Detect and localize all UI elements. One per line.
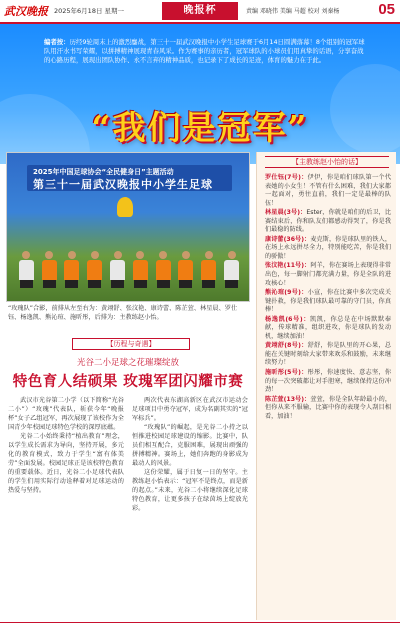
quote-text: 彤彤，你速度快、意志坚，你的每一次突破都让对手胆寒，继续保持这份冲劲！ — [265, 369, 391, 394]
quote-text: 伊伊，你是咱们球队第一个代表她的小女生！不管有什么困难，我们大家都一起面对，勇往直前，我们一定是最棒的队伍！ — [265, 174, 391, 207]
quote-text: 萱萱，你是全队年龄最小的，但你从来不服输，比赛中你的表现令人刮目相看，加油！ — [265, 395, 391, 420]
quote-entry — [265, 289, 391, 315]
hero-banner — [0, 24, 400, 164]
quote-entry — [265, 396, 391, 422]
photo-caption: “玫瑰队”合影，前排从左至右为：黄翊舒、张汶艳、康诗蕾、陈芷萱、林星晨、罗仕钰、杨逸凯、熊沁瑄、施昕彤，后排为：主教练赵小怡。 — [8, 305, 238, 321]
player-figure — [177, 251, 195, 288]
sidebar-title: 【主教练赵小怡的话】 — [265, 156, 389, 168]
quote-text: Ester，你就是咱们的后卫，比赛结束后，你和队友们都感动得哭了，你是我们最稳的防线。 — [265, 209, 392, 234]
player-name: 陈芷萱(13号)： — [265, 395, 311, 403]
quote-entry — [265, 316, 391, 342]
quote-text: 麦克斯，你是球队里的铁人，在场上永远拼尽全力，特别能吃苦，你是我们的骄傲！ — [265, 235, 391, 260]
players-group — [15, 208, 243, 288]
editor-note-tag: 编者按： — [44, 38, 70, 46]
player-name: 施昕彤(5号)： — [265, 369, 308, 377]
player-name: 康诗蕾(36号)： — [265, 235, 311, 243]
article-subtitle: 光谷二小足球之花璀璨绽放 — [76, 358, 179, 368]
quote-entry — [265, 342, 391, 368]
article-paragraph: 两次代表东湖高新区在武汉市运动会足球项目中勇夺冠军，成为名副其实的“冠军标兵”。 — [132, 397, 248, 422]
page-number: 05 — [378, 1, 395, 18]
player-name: 林星晨(3号)： — [265, 209, 307, 217]
player-figure — [131, 251, 149, 288]
page-header — [0, 0, 400, 22]
photo-banner-small-text: 2025年中国足球协会“全民健身日”主题活动 — [33, 168, 174, 176]
editor-credits: 责编 邓晓伟 美编 马超 校对 刘秦杨 — [246, 8, 340, 15]
player-name: 张汶艳(11号)： — [265, 262, 311, 270]
decor-circle — [330, 64, 400, 154]
article-paragraph: 这份荣耀，属于日复一日的坚守。主教练赵小怡表示：“冠军不是终点，而是新的起点。”未来，光谷二小将继续深化足球特色教育，让更多孩子在绿茵场上绽放光彩。 — [132, 469, 248, 512]
quote-entry — [265, 174, 391, 208]
quote-text: 舒舒，你是队里的开心果，总能在关键时刻给大家带来欢乐和鼓励，未来继续努力！ — [265, 342, 391, 367]
coach-quotes-sidebar — [256, 152, 396, 620]
quote-entry — [265, 236, 391, 262]
section-banner: 晚报杯 — [162, 2, 238, 20]
article-paragraph: 光谷二小始终秉持“植出教育”理念，以学生成长需求为导向，坚持开展，多元化的教育模式，致力于学生“富有体美劳”全面发展。校园足球正是该校特色教育的重要载体。近日，光谷二小足球代表队的学生们用实际行动诠释着对足球运动的热爱与坚持。 — [8, 433, 124, 494]
issue-date: 2025年6月18日 星期一 — [54, 7, 125, 15]
article-column-right — [132, 396, 248, 513]
player-name: 熊沁瑄(9号)： — [265, 289, 308, 297]
sidebar-body — [265, 174, 391, 422]
quote-entry — [265, 209, 391, 235]
editor-note-text: 历经9轮周末上的激烈鏖战，第三十一届武汉晚报中小学生足球赛于6月14日圆满落幕！8个组别的冠军球队用汗水书写荣耀，以拼搏精神展现青春风采。作为赛事的亲历者，冠军球队的小球员们用真挚的话语，分享奋战的心路历程，展现出团队协作、永不言弃的精神品质，也记录下了成长的足迹，体育的魅力在于此。 — [44, 38, 365, 65]
player-name: 杨逸凯(6号)： — [265, 315, 311, 323]
bottom-divider — [0, 622, 400, 623]
player-name: 黄翊舒(8号)： — [265, 342, 308, 350]
article-paragraph: 武汉市光谷第二小学（以下简称“光谷二小”）“玫瑰”代表队，斩获今年“晚报杯”女子乙组冠军，再次展现了该校作为全国青少年校园足球特色学校的深厚底蕴。 — [8, 397, 124, 431]
quote-text: 阿羊，你在赛场上表现得非常出色，每一脚射门都充满力量，你是全队的进攻核心！ — [265, 262, 391, 287]
article-column-left — [8, 396, 124, 495]
masthead-logo: 武汉晚报 — [4, 5, 48, 18]
article-paragraph: “玫瑰队”的崛起，是光谷二小持之以恒推进校园足球建设的缩影。比赛中，队员们相互配合，克服困难，展现出顽强的拼搏精神。赛场上，她们奔跑的身影成为最动人的风景。 — [132, 424, 248, 467]
player-figure — [86, 251, 104, 288]
player-figure — [109, 251, 127, 288]
hero-headline: “我们是冠军” — [91, 108, 309, 147]
quote-entry — [265, 369, 391, 395]
team-photo — [6, 152, 250, 302]
player-figure — [154, 251, 172, 288]
player-figure — [200, 251, 218, 288]
article-title: 特色育人结硕果 玫瑰军团闪耀市赛 — [12, 373, 244, 390]
player-figure — [223, 251, 241, 288]
editor-note — [44, 38, 366, 66]
player-figure — [17, 251, 35, 288]
article-section-tag: 【历程与奇遇】 — [72, 338, 190, 350]
quote-text: 凯凯，你总是在中场默默奉献，传球精准，组织进攻，你是球队的发动机，继续加油！ — [265, 315, 391, 340]
player-figure — [63, 251, 81, 288]
player-figure — [40, 251, 58, 288]
player-name: 罗仕钰(7号)： — [265, 174, 308, 181]
quote-entry — [265, 262, 391, 288]
photo-banner-big-text: 第三十一届武汉晚报中小学生足球 — [33, 178, 213, 191]
quote-text: 小宣，你在比赛中多次完成关键扑救，你是我们球队最可靠的守门员，你真棒！ — [265, 289, 391, 314]
